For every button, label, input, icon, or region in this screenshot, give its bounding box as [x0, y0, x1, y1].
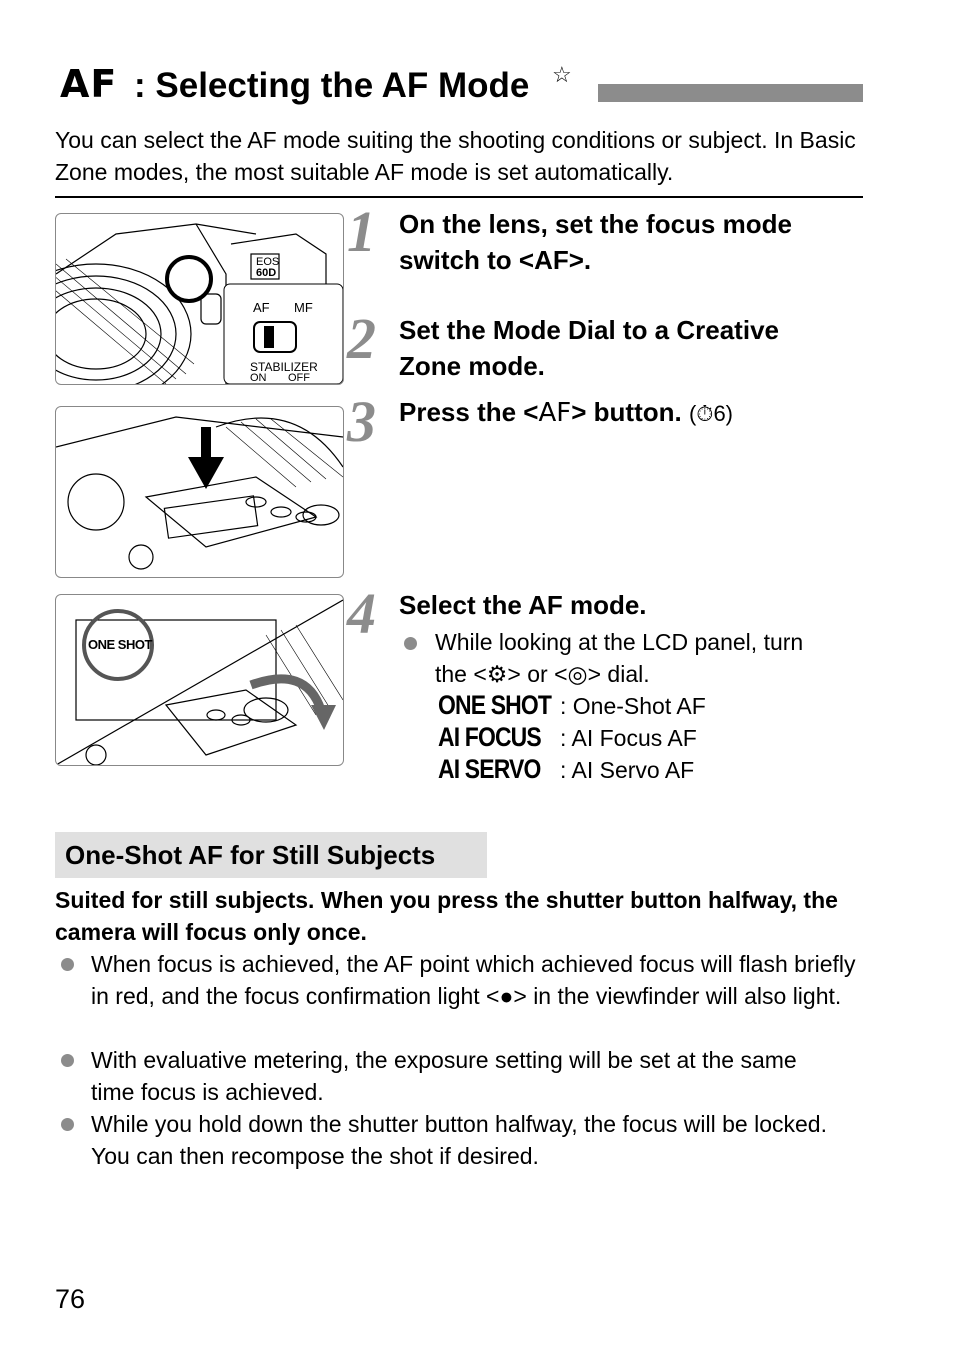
star-icon: ☆ — [552, 62, 572, 87]
intro-paragraph: You can select the AF mode suiting the shooting conditions or subject. In Basic Zone modes, the most suitable AF mode is set automatically. — [55, 127, 856, 185]
mf-label: MF — [294, 300, 313, 315]
step-1-text: On the lens, set the focus mode switch to <AF>. — [399, 209, 792, 275]
bullet-text-a: the < — [435, 661, 487, 687]
one-shot-icon: ONE SHOT — [438, 690, 552, 720]
section-bullet-2: With evaluative metering, the exposure setting will be set at the same time focus is achieved. — [91, 1047, 797, 1105]
section-lead: Suited for still subjects. When you press the shutter button halfway, the camera will focus only once. — [55, 887, 838, 945]
one-shot-lcd-label: ONE SHOT — [88, 637, 152, 652]
step-number-2: 2 — [347, 306, 376, 371]
step-3-suffix: > button. — [571, 397, 682, 427]
bullet-icon — [404, 637, 417, 650]
title-bar-decoration — [598, 84, 863, 102]
step-2-text: Set the Mode Dial to a Creative Zone mode. — [399, 315, 779, 381]
step-3-text — [399, 394, 859, 432]
step-4-bullet-line2 — [435, 658, 865, 690]
af-mode-symbol: AF — [60, 62, 118, 106]
main-dial-icon: ⚙ — [486, 661, 508, 687]
step-4-bullet-line1: While looking at the LCD panel, turn — [435, 629, 804, 655]
lcd-panel-illustration — [55, 594, 344, 766]
divider — [55, 196, 863, 198]
ai-servo-icon: AI SERVO — [438, 754, 541, 784]
lens-switch-illustration — [55, 213, 344, 385]
ai-focus-icon: AI FOCUS — [438, 722, 541, 752]
bullet-text-b: > or < — [507, 661, 568, 687]
af-label: AF — [253, 300, 270, 315]
eos-label: EOS — [256, 256, 280, 268]
model-label: 60D — [256, 267, 277, 279]
ai-focus-desc: : AI Focus AF — [560, 725, 697, 751]
ai-servo-desc: : AI Servo AF — [560, 757, 695, 783]
on-label: ON — [250, 372, 267, 384]
step-number-1: 1 — [347, 199, 376, 264]
one-shot-desc: : One-Shot AF — [560, 693, 706, 719]
bullet-icon — [61, 1118, 74, 1131]
bullet-icon — [61, 958, 74, 971]
section-heading: One-Shot AF for Still Subjects — [55, 832, 487, 878]
section-bullet-3: While you hold down the shutter button halfway, the focus will be locked. You can then recompose the shot if desired. — [91, 1111, 827, 1169]
page-number: 76 — [55, 1284, 86, 1314]
step-3-prefix: Press the < — [399, 397, 539, 427]
step-number-4: 4 — [347, 581, 376, 646]
quick-control-dial-icon: ◎ — [567, 661, 588, 687]
section-bullet-1: When focus is achieved, the AF point which achieved focus will flash briefly in red, and the focus confirmation light <●> in the viewfinder will also light. — [91, 951, 856, 1009]
page-reference: (⏱6) — [688, 401, 734, 426]
bullet-text-c: > dial. — [587, 661, 650, 687]
page-title: : Selecting the AF Mode — [134, 66, 530, 105]
step-4-text: Select the AF mode. — [399, 590, 647, 620]
off-label: OFF — [288, 372, 310, 384]
step-number-3: 3 — [347, 389, 376, 454]
stabilizer-label: STABILIZER — [250, 360, 318, 374]
af-symbol-inline: AF — [538, 398, 572, 428]
bullet-icon — [61, 1054, 74, 1067]
af-button-illustration — [55, 406, 344, 578]
